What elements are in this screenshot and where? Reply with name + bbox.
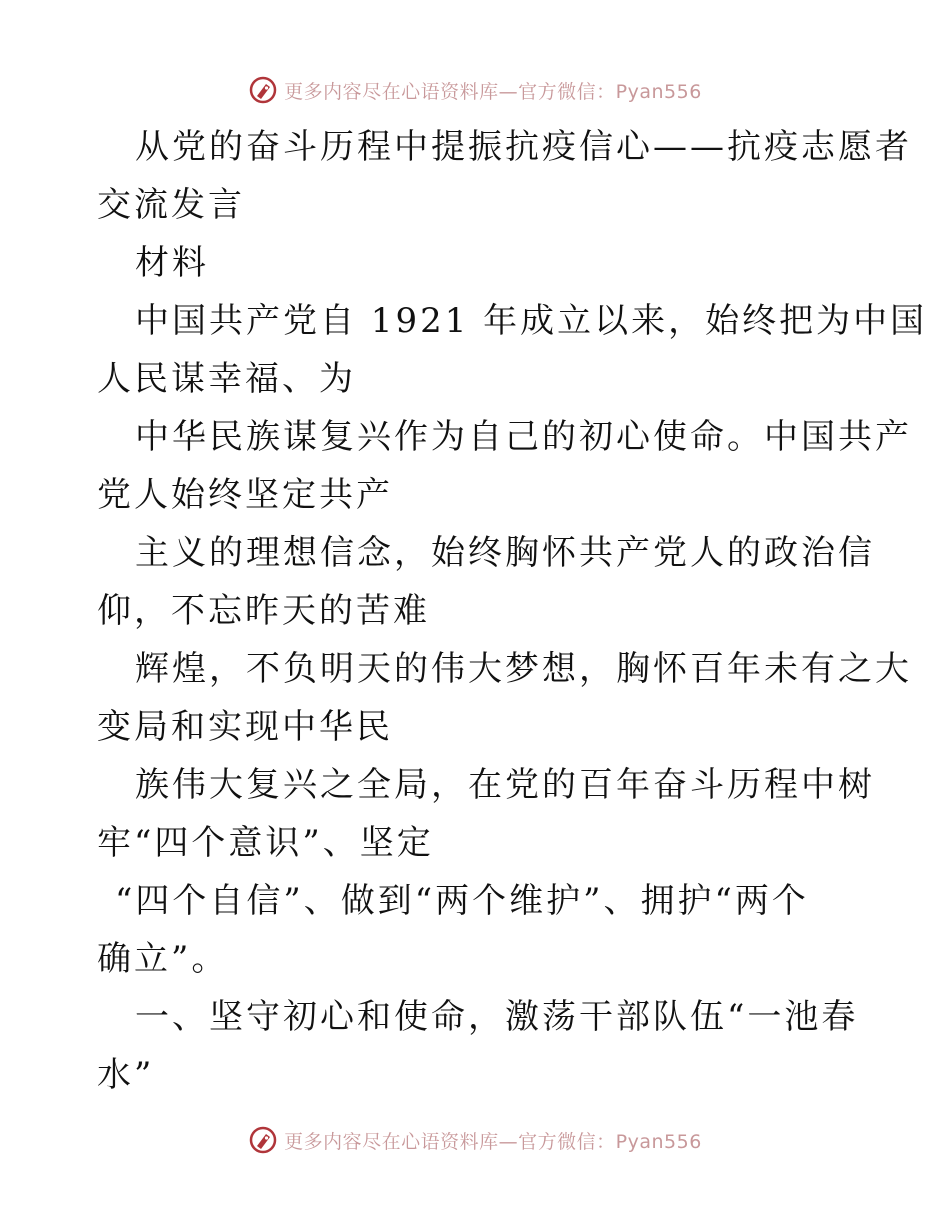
section-heading-line: 水” — [97, 1055, 155, 1095]
footer-watermark — [0, 1122, 950, 1158]
paragraph-line: 牢“四个意识”、坚定 — [97, 823, 434, 863]
pen-nib-logo-icon — [248, 1125, 278, 1155]
paragraph-line: 党人始终坚定共产 — [97, 475, 393, 515]
paragraph-line: “四个自信”、做到“两个维护”、拥护“两个 — [115, 881, 809, 921]
pen-nib-logo-icon — [248, 75, 278, 105]
paragraph-line: 人民谋幸福、为 — [97, 359, 356, 399]
paragraph-line: 变局和实现中华民 — [97, 707, 393, 747]
paragraph-line: 仰，不忘昨天的苦难 — [97, 591, 430, 631]
paragraph-line: 中华民族谋复兴作为自己的初心使命。中国共产 — [135, 417, 912, 457]
header-watermark — [0, 72, 950, 108]
document-subtitle: 材料 — [135, 243, 209, 283]
paragraph-line: 中国共产党自 1921 年成立以来，始终把为中国 — [135, 301, 928, 341]
document-title-line-1: 从党的奋斗历程中提振抗疫信心——抗疫志愿者 — [135, 127, 912, 167]
paragraph-line: 主义的理想信念，始终胸怀共产党人的政治信 — [135, 533, 875, 573]
paragraph-line: 族伟大复兴之全局，在党的百年奋斗历程中树 — [135, 765, 875, 805]
section-heading-line: 一、坚守初心和使命，激荡干部队伍“一池春 — [135, 997, 859, 1037]
watermark-text: 更多内容尽在心语资料库—官方微信：Pyan556 — [284, 80, 702, 103]
paragraph-line: 辉煌，不负明天的伟大梦想，胸怀百年未有之大 — [135, 649, 912, 689]
paragraph-line: 确立”。 — [97, 939, 229, 979]
document-title-line-2: 交流发言 — [97, 185, 245, 225]
watermark-text: 更多内容尽在心语资料库—官方微信：Pyan556 — [284, 1130, 702, 1153]
